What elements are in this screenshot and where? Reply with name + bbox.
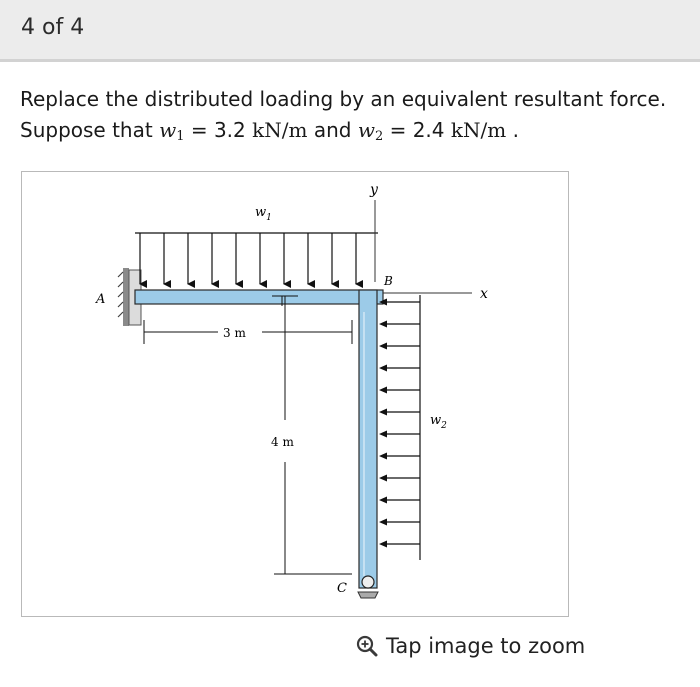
w1-equals: = [190, 118, 208, 142]
w2-equals: = [389, 118, 407, 142]
label-point-a: A [96, 292, 106, 307]
horizontal-member [135, 290, 383, 304]
question-text [20, 84, 680, 152]
w1-unit: kN/m [252, 118, 308, 142]
zoom-label: Tap image to zoom [386, 634, 586, 658]
top-bar [0, 0, 700, 62]
load-w1-arrows [135, 233, 378, 284]
beam-diagram [22, 172, 570, 618]
w2-unit: kN/m [450, 118, 507, 142]
w1-symbol: $w_1$ [159, 118, 185, 144]
question-line-1: Replace the distributed loading by an equivalent resultant force. [20, 87, 667, 111]
tap-to-zoom[interactable] [356, 632, 585, 660]
label-dim-3m: 3 m [223, 326, 246, 340]
label-point-c: C [337, 581, 347, 596]
question-end: . [512, 118, 519, 142]
label-point-b: B [384, 274, 393, 288]
question-line-2 [20, 115, 680, 152]
w2-symbol: $w_2$ [357, 118, 384, 144]
label-w1: $w_1$ [255, 205, 272, 223]
load-w2-arrows [379, 295, 420, 560]
page-indicator: 4 of 4 [21, 15, 85, 40]
w2-value: 2.4 [412, 118, 445, 142]
w1-value: 3.2 [213, 118, 246, 142]
question-prefix: Suppose that [20, 118, 160, 142]
label-w2: $w_2$ [430, 413, 447, 431]
question-connector: and [313, 118, 352, 142]
label-dim-4m: 4 m [271, 435, 294, 449]
label-y-axis: y [370, 182, 378, 198]
zoom-in-icon [356, 635, 378, 657]
vertical-member [359, 290, 377, 588]
label-x-axis: x [480, 286, 488, 302]
beam-figure[interactable] [21, 171, 569, 617]
